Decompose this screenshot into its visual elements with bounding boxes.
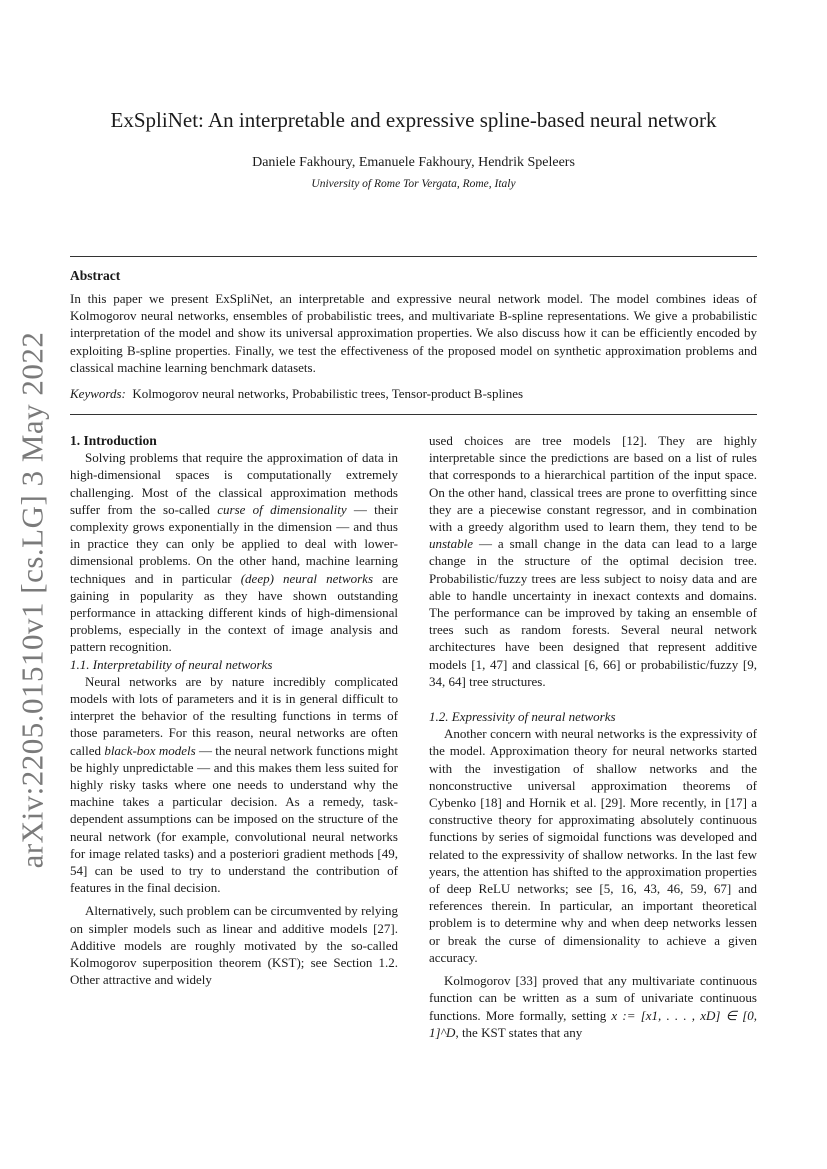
intro-paragraph-1: Solving problems that require the approximation of data in high-dimensional spaces is computationally extremely challenging. Most of the classical approximation methods suffer from the so-called curse of dimensionality — their complexity grows exponentially in the dimension — and thus in practice they can only be applied to deal with lower-dimensional problems. On the other hand, machine learning techniques and in particular (deep) neural networks are gaining in popularity as they have shown outstanding performance in attacking different kinds of high-dimensional problems, especially in the context of image analysis and pattern recognition. [70,450,398,655]
left-column [70,432,398,989]
keywords-line [70,386,757,402]
arxiv-identifier-text: arXiv:2205.01510v1 [cs.LG] 3 May 2022 [14,331,49,869]
keywords-text: Kolmogorov neural networks, Probabilistic trees, Tensor-product B-splines [132,386,524,401]
right-column [429,432,757,1041]
expressivity-paragraph-1: Another concern with neural networks is the expressivity of the model. Approximation theory for neural networks started with the investigation of shallow networks and the nonconstructive universal approximation theorems of Cybenko [18] and Hornik et al. [29]. More recently, in [17] a constructive theory for approximating absolutely continuous functions by series of sigmoidal functions was developed and related to the expressivity of shallow networks. In the last few years, the attention has shifted to the approximation properties of deep ReLU networks; see [5, 16, 43, 46, 59, 67] and references therein. In particular, an important theoretical problem is to determine why and when deep networks lessen or break the curse of dimensionality to achieve a given accuracy. [429,726,757,965]
subsection-heading-expressivity: 1.2. Expressivity of neural networks [429,709,616,725]
author-list: Daniele Fakhoury, Emanuele Fakhoury, Hendrik Speleers [252,155,575,170]
keywords-label: Keywords: [70,386,126,401]
abstract-heading: Abstract [70,268,121,283]
kst-input-definition: x := [x1, . . . , xD] ∈ [0, 1]^D [429,1007,757,1040]
subsection-heading-interpretability: 1.1. Interpretability of neural networks [70,656,273,672]
abstract-bottom-rule [70,414,757,415]
abstract-text: In this paper we present ExSpliNet, an interpretable and expressive neural network model. The model combines ideas of Kolmogorov neural networks, ensembles of probabilistic trees, and multivariate B-spline representations. We give a probabilistic interpretation of the model and show its universal approximation properties. We also discuss how it can be efficiently encoded by exploiting B-spline properties. Finally, we test the effectiveness of the proposed model on synthetic approximation problems and classical machine learning benchmark datasets. [70,291,757,375]
section-heading-introduction: 1. Introduction [70,433,157,448]
arxiv-identifier-stamp [12,331,52,869]
paper-title: ExSpliNet: An interpretable and expressive spline-based neural network [110,108,717,132]
interpretability-paragraph-1: Neural networks are by nature incredibly complicated models with lots of parameters and it is in general difficult to interpret the behavior of the resulting functions in terms of those parameters. For this reason, neural networks are often called black-box models — the neural network functions might be highly unpredictable — and this makes them less suited for highly risky tasks where one needs to understand why the machine takes a particular decision. As a remedy, task-dependent assumptions can be imposed on the structure of the neural network (for example, convolutional neural networks for image related tasks) and a posteriori gradient methods [49, 54] can be used to try to understand the contribution of features in the final decision. [70,673,398,896]
trees-paragraph: used choices are tree models [12]. They are highly interpretable since the predictions are based on a list of rules that corresponds to a hierarchical partition of the input space. On the other hand, classical trees are prone to overfitting since they are a piecewise constant regressor, and in combination with a greedy algorithm used to learn them, they tend to be unstable — a small change in the data can lead to a large change in the structure of the optimal decision tree. Probabilistic/fuzzy trees are less subject to noisy data and are able to handle uncertainty in inexact contexts and domains. The performance can be improved by taking an ensemble of trees such as random forests. Several neural network architectures have been designed that represent additive models [1, 47] and classical [6, 66] or probabilistic/fuzzy [9, 34, 64] tree structures. [429,433,757,689]
affiliation: University of Rome Tor Vergata, Rome, Italy [311,178,516,190]
expressivity-paragraph-2: Kolmogorov [33] proved that any multivariate continuous function can be written as a sum of univariate continuous functions. More formally, setting x := [x1, . . . , xD] ∈ [0, 1]^D, the KST states that any [429,973,757,1040]
abstract-top-rule [70,256,757,257]
interpretability-paragraph-2: Alternatively, such problem can be circumvented by relying on simpler models such as linear and additive models [27]. Additive models are roughly motivated by the so-called Kolmogorov superposition theorem (KST); see Section 1.2. Other attractive and widely [70,903,398,988]
